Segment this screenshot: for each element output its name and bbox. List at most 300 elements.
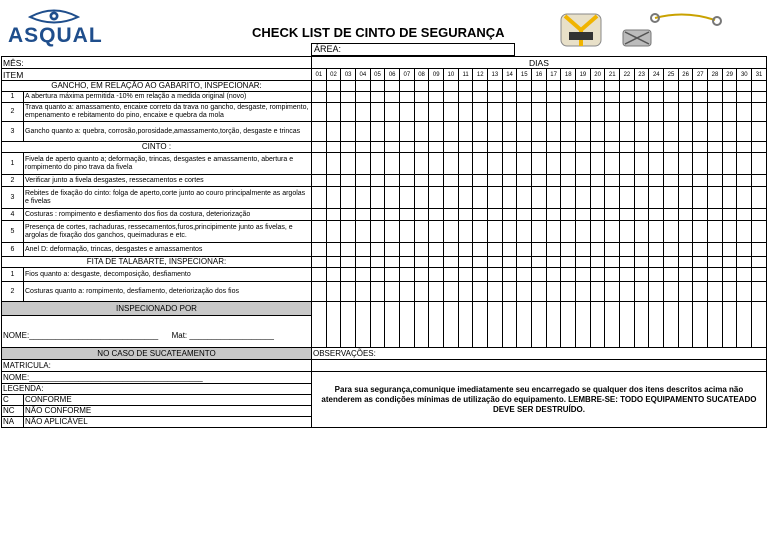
day-check-cell[interactable] — [678, 243, 693, 257]
day-check-cell[interactable] — [517, 92, 532, 103]
day-check-cell[interactable] — [561, 221, 576, 243]
day-check-cell[interactable] — [576, 257, 591, 268]
day-check-cell[interactable] — [605, 92, 620, 103]
day-check-cell[interactable] — [737, 282, 752, 302]
day-check-cell[interactable] — [312, 243, 327, 257]
day-check-cell[interactable] — [312, 221, 327, 243]
day-check-cell[interactable] — [649, 81, 664, 92]
day-check-cell[interactable] — [429, 221, 444, 243]
day-check-cell[interactable] — [678, 81, 693, 92]
day-check-cell[interactable] — [634, 209, 649, 221]
day-check-cell[interactable] — [326, 243, 341, 257]
day-check-cell[interactable] — [678, 187, 693, 209]
day-check-cell[interactable] — [458, 243, 473, 257]
day-check-cell[interactable] — [620, 175, 635, 187]
day-check-cell[interactable] — [532, 221, 547, 243]
day-check-cell[interactable] — [326, 221, 341, 243]
day-check-cell[interactable] — [752, 187, 767, 209]
day-check-cell[interactable] — [708, 268, 723, 282]
day-check-cell[interactable] — [400, 187, 415, 209]
day-check-cell[interactable] — [590, 81, 605, 92]
inspector-signature-cell[interactable] — [326, 302, 341, 348]
day-check-cell[interactable] — [708, 175, 723, 187]
day-check-cell[interactable] — [458, 268, 473, 282]
inspector-signature-cell[interactable] — [576, 302, 591, 348]
day-check-cell[interactable] — [341, 187, 356, 209]
day-check-cell[interactable] — [326, 257, 341, 268]
day-check-cell[interactable] — [737, 92, 752, 103]
day-check-cell[interactable] — [473, 209, 488, 221]
day-check-cell[interactable] — [385, 81, 400, 92]
day-check-cell[interactable] — [693, 221, 708, 243]
day-check-cell[interactable] — [429, 122, 444, 142]
day-check-cell[interactable] — [620, 282, 635, 302]
day-check-cell[interactable] — [385, 268, 400, 282]
day-check-cell[interactable] — [546, 187, 561, 209]
day-check-cell[interactable] — [708, 153, 723, 175]
day-check-cell[interactable] — [473, 257, 488, 268]
day-check-cell[interactable] — [561, 142, 576, 153]
day-check-cell[interactable] — [722, 268, 737, 282]
day-check-cell[interactable] — [356, 209, 371, 221]
day-check-cell[interactable] — [473, 221, 488, 243]
inspector-signature-cell[interactable] — [752, 302, 767, 348]
day-check-cell[interactable] — [326, 187, 341, 209]
inspector-signature-cell[interactable] — [356, 302, 371, 348]
day-check-cell[interactable] — [576, 282, 591, 302]
day-check-cell[interactable] — [341, 257, 356, 268]
day-check-cell[interactable] — [532, 92, 547, 103]
day-check-cell[interactable] — [693, 209, 708, 221]
day-check-cell[interactable] — [722, 243, 737, 257]
day-check-cell[interactable] — [634, 257, 649, 268]
day-check-cell[interactable] — [722, 257, 737, 268]
day-check-cell[interactable] — [414, 122, 429, 142]
sucateamento-name-field[interactable]: NOME:_______________________________________ — [2, 372, 312, 384]
day-check-cell[interactable] — [385, 282, 400, 302]
day-check-cell[interactable] — [370, 81, 385, 92]
inspector-signature-cell[interactable] — [546, 302, 561, 348]
day-check-cell[interactable] — [693, 142, 708, 153]
day-check-cell[interactable] — [400, 282, 415, 302]
day-check-cell[interactable] — [400, 257, 415, 268]
day-check-cell[interactable] — [326, 153, 341, 175]
day-check-cell[interactable] — [400, 268, 415, 282]
day-check-cell[interactable] — [649, 187, 664, 209]
day-check-cell[interactable] — [370, 153, 385, 175]
day-check-cell[interactable] — [502, 243, 517, 257]
day-check-cell[interactable] — [576, 221, 591, 243]
day-check-cell[interactable] — [605, 257, 620, 268]
day-check-cell[interactable] — [664, 122, 679, 142]
day-check-cell[interactable] — [414, 257, 429, 268]
day-check-cell[interactable] — [737, 209, 752, 221]
day-check-cell[interactable] — [488, 103, 503, 122]
day-check-cell[interactable] — [400, 92, 415, 103]
day-check-cell[interactable] — [370, 243, 385, 257]
day-check-cell[interactable] — [605, 187, 620, 209]
day-check-cell[interactable] — [532, 142, 547, 153]
day-check-cell[interactable] — [561, 81, 576, 92]
inspector-signature-cell[interactable] — [722, 302, 737, 348]
day-check-cell[interactable] — [752, 243, 767, 257]
day-check-cell[interactable] — [312, 257, 327, 268]
day-check-cell[interactable] — [517, 209, 532, 221]
day-check-cell[interactable] — [517, 175, 532, 187]
day-check-cell[interactable] — [678, 209, 693, 221]
day-check-cell[interactable] — [664, 81, 679, 92]
inspector-name-field[interactable]: NOME:_____________________________ — [3, 330, 159, 340]
day-check-cell[interactable] — [517, 142, 532, 153]
day-check-cell[interactable] — [664, 221, 679, 243]
day-check-cell[interactable] — [752, 175, 767, 187]
day-check-cell[interactable] — [722, 142, 737, 153]
day-check-cell[interactable] — [400, 243, 415, 257]
day-check-cell[interactable] — [488, 243, 503, 257]
day-check-cell[interactable] — [678, 257, 693, 268]
day-check-cell[interactable] — [312, 122, 327, 142]
day-check-cell[interactable] — [488, 268, 503, 282]
day-check-cell[interactable] — [546, 103, 561, 122]
day-check-cell[interactable] — [517, 81, 532, 92]
day-check-cell[interactable] — [752, 268, 767, 282]
day-check-cell[interactable] — [414, 243, 429, 257]
day-check-cell[interactable] — [634, 221, 649, 243]
day-check-cell[interactable] — [737, 103, 752, 122]
day-check-cell[interactable] — [502, 175, 517, 187]
inspector-signature-cell[interactable] — [458, 302, 473, 348]
day-check-cell[interactable] — [444, 81, 459, 92]
day-check-cell[interactable] — [752, 142, 767, 153]
day-check-cell[interactable] — [488, 257, 503, 268]
day-check-cell[interactable] — [620, 257, 635, 268]
day-check-cell[interactable] — [341, 209, 356, 221]
day-check-cell[interactable] — [605, 243, 620, 257]
day-check-cell[interactable] — [605, 209, 620, 221]
day-check-cell[interactable] — [400, 81, 415, 92]
day-check-cell[interactable] — [664, 282, 679, 302]
day-check-cell[interactable] — [649, 243, 664, 257]
day-check-cell[interactable] — [708, 221, 723, 243]
observacoes-line[interactable] — [312, 360, 767, 372]
day-check-cell[interactable] — [356, 257, 371, 268]
day-check-cell[interactable] — [517, 187, 532, 209]
day-check-cell[interactable] — [634, 153, 649, 175]
day-check-cell[interactable] — [370, 103, 385, 122]
day-check-cell[interactable] — [590, 221, 605, 243]
day-check-cell[interactable] — [326, 268, 341, 282]
day-check-cell[interactable] — [605, 142, 620, 153]
inspector-signature-cell[interactable] — [708, 302, 723, 348]
day-check-cell[interactable] — [678, 175, 693, 187]
day-check-cell[interactable] — [546, 153, 561, 175]
day-check-cell[interactable] — [752, 153, 767, 175]
day-check-cell[interactable] — [356, 175, 371, 187]
day-check-cell[interactable] — [356, 92, 371, 103]
day-check-cell[interactable] — [385, 243, 400, 257]
day-check-cell[interactable] — [356, 221, 371, 243]
day-check-cell[interactable] — [356, 268, 371, 282]
day-check-cell[interactable] — [532, 175, 547, 187]
day-check-cell[interactable] — [605, 122, 620, 142]
day-check-cell[interactable] — [385, 257, 400, 268]
day-check-cell[interactable] — [722, 209, 737, 221]
inspector-signature-cell[interactable] — [590, 302, 605, 348]
day-check-cell[interactable] — [429, 282, 444, 302]
day-check-cell[interactable] — [414, 142, 429, 153]
day-check-cell[interactable] — [576, 175, 591, 187]
day-check-cell[interactable] — [532, 257, 547, 268]
day-check-cell[interactable] — [473, 81, 488, 92]
day-check-cell[interactable] — [517, 221, 532, 243]
day-check-cell[interactable] — [312, 268, 327, 282]
day-check-cell[interactable] — [605, 268, 620, 282]
day-check-cell[interactable] — [576, 103, 591, 122]
day-check-cell[interactable] — [385, 209, 400, 221]
day-check-cell[interactable] — [561, 243, 576, 257]
day-check-cell[interactable] — [752, 122, 767, 142]
day-check-cell[interactable] — [488, 187, 503, 209]
day-check-cell[interactable] — [737, 268, 752, 282]
day-check-cell[interactable] — [326, 92, 341, 103]
day-check-cell[interactable] — [473, 142, 488, 153]
day-check-cell[interactable] — [341, 268, 356, 282]
day-check-cell[interactable] — [517, 103, 532, 122]
day-check-cell[interactable] — [561, 209, 576, 221]
day-check-cell[interactable] — [620, 221, 635, 243]
day-check-cell[interactable] — [678, 221, 693, 243]
day-check-cell[interactable] — [576, 243, 591, 257]
day-check-cell[interactable] — [385, 187, 400, 209]
day-check-cell[interactable] — [502, 187, 517, 209]
day-check-cell[interactable] — [385, 175, 400, 187]
inspector-signature-cell[interactable] — [620, 302, 635, 348]
day-check-cell[interactable] — [488, 209, 503, 221]
day-check-cell[interactable] — [664, 209, 679, 221]
day-check-cell[interactable] — [649, 221, 664, 243]
day-check-cell[interactable] — [737, 221, 752, 243]
day-check-cell[interactable] — [517, 257, 532, 268]
day-check-cell[interactable] — [546, 142, 561, 153]
day-check-cell[interactable] — [620, 92, 635, 103]
day-check-cell[interactable] — [605, 221, 620, 243]
day-check-cell[interactable] — [385, 221, 400, 243]
day-check-cell[interactable] — [502, 122, 517, 142]
day-check-cell[interactable] — [634, 175, 649, 187]
day-check-cell[interactable] — [561, 122, 576, 142]
day-check-cell[interactable] — [414, 81, 429, 92]
day-check-cell[interactable] — [370, 122, 385, 142]
day-check-cell[interactable] — [488, 81, 503, 92]
day-check-cell[interactable] — [414, 153, 429, 175]
day-check-cell[interactable] — [532, 187, 547, 209]
day-check-cell[interactable] — [341, 103, 356, 122]
day-check-cell[interactable] — [546, 92, 561, 103]
day-check-cell[interactable] — [561, 175, 576, 187]
day-check-cell[interactable] — [737, 81, 752, 92]
day-check-cell[interactable] — [400, 153, 415, 175]
day-check-cell[interactable] — [693, 187, 708, 209]
inspector-signature-cell[interactable] — [634, 302, 649, 348]
day-check-cell[interactable] — [502, 209, 517, 221]
day-check-cell[interactable] — [620, 122, 635, 142]
day-check-cell[interactable] — [693, 103, 708, 122]
day-check-cell[interactable] — [517, 153, 532, 175]
day-check-cell[interactable] — [473, 153, 488, 175]
day-check-cell[interactable] — [532, 209, 547, 221]
day-check-cell[interactable] — [385, 103, 400, 122]
day-check-cell[interactable] — [429, 153, 444, 175]
day-check-cell[interactable] — [370, 257, 385, 268]
inspector-signature-cell[interactable] — [561, 302, 576, 348]
day-check-cell[interactable] — [341, 142, 356, 153]
day-check-cell[interactable] — [722, 187, 737, 209]
day-check-cell[interactable] — [590, 122, 605, 142]
day-check-cell[interactable] — [752, 257, 767, 268]
day-check-cell[interactable] — [561, 282, 576, 302]
inspector-mat-field[interactable]: Mat: ___________________ — [171, 330, 274, 340]
day-check-cell[interactable] — [590, 92, 605, 103]
inspector-signature-cell[interactable] — [649, 302, 664, 348]
day-check-cell[interactable] — [722, 122, 737, 142]
day-check-cell[interactable] — [356, 187, 371, 209]
day-check-cell[interactable] — [546, 221, 561, 243]
day-check-cell[interactable] — [664, 153, 679, 175]
day-check-cell[interactable] — [385, 92, 400, 103]
day-check-cell[interactable] — [737, 153, 752, 175]
day-check-cell[interactable] — [620, 243, 635, 257]
day-check-cell[interactable] — [634, 282, 649, 302]
day-check-cell[interactable] — [341, 153, 356, 175]
day-check-cell[interactable] — [356, 243, 371, 257]
day-check-cell[interactable] — [312, 103, 327, 122]
inspector-signature-cell[interactable] — [414, 302, 429, 348]
day-check-cell[interactable] — [473, 103, 488, 122]
area-field[interactable]: ÁREA: — [311, 43, 515, 56]
day-check-cell[interactable] — [370, 268, 385, 282]
day-check-cell[interactable] — [429, 187, 444, 209]
inspector-signature-cell[interactable] — [693, 302, 708, 348]
day-check-cell[interactable] — [708, 142, 723, 153]
inspector-signature-cell[interactable] — [605, 302, 620, 348]
day-check-cell[interactable] — [664, 142, 679, 153]
day-check-cell[interactable] — [693, 92, 708, 103]
day-check-cell[interactable] — [458, 257, 473, 268]
day-check-cell[interactable] — [561, 268, 576, 282]
day-check-cell[interactable] — [458, 142, 473, 153]
inspector-signature-cell[interactable] — [400, 302, 415, 348]
day-check-cell[interactable] — [752, 221, 767, 243]
day-check-cell[interactable] — [722, 92, 737, 103]
day-check-cell[interactable] — [385, 153, 400, 175]
day-check-cell[interactable] — [517, 122, 532, 142]
day-check-cell[interactable] — [400, 221, 415, 243]
day-check-cell[interactable] — [546, 175, 561, 187]
day-check-cell[interactable] — [414, 175, 429, 187]
day-check-cell[interactable] — [708, 103, 723, 122]
day-check-cell[interactable] — [649, 175, 664, 187]
day-check-cell[interactable] — [502, 81, 517, 92]
day-check-cell[interactable] — [590, 187, 605, 209]
day-check-cell[interactable] — [488, 282, 503, 302]
day-check-cell[interactable] — [429, 257, 444, 268]
day-check-cell[interactable] — [356, 81, 371, 92]
day-check-cell[interactable] — [312, 209, 327, 221]
day-check-cell[interactable] — [620, 187, 635, 209]
day-check-cell[interactable] — [693, 81, 708, 92]
day-check-cell[interactable] — [737, 187, 752, 209]
day-check-cell[interactable] — [312, 175, 327, 187]
day-check-cell[interactable] — [458, 187, 473, 209]
day-check-cell[interactable] — [312, 282, 327, 302]
day-check-cell[interactable] — [502, 153, 517, 175]
day-check-cell[interactable] — [400, 142, 415, 153]
day-check-cell[interactable] — [414, 103, 429, 122]
day-check-cell[interactable] — [444, 268, 459, 282]
day-check-cell[interactable] — [356, 103, 371, 122]
day-check-cell[interactable] — [678, 103, 693, 122]
day-check-cell[interactable] — [444, 92, 459, 103]
day-check-cell[interactable] — [473, 122, 488, 142]
day-check-cell[interactable] — [341, 81, 356, 92]
day-check-cell[interactable] — [634, 81, 649, 92]
day-check-cell[interactable] — [370, 187, 385, 209]
day-check-cell[interactable] — [312, 81, 327, 92]
day-check-cell[interactable] — [546, 257, 561, 268]
day-check-cell[interactable] — [561, 257, 576, 268]
day-check-cell[interactable] — [708, 282, 723, 302]
day-check-cell[interactable] — [561, 103, 576, 122]
day-check-cell[interactable] — [356, 122, 371, 142]
day-check-cell[interactable] — [532, 81, 547, 92]
day-check-cell[interactable] — [341, 221, 356, 243]
day-check-cell[interactable] — [752, 81, 767, 92]
day-check-cell[interactable] — [737, 122, 752, 142]
day-check-cell[interactable] — [341, 92, 356, 103]
day-check-cell[interactable] — [429, 175, 444, 187]
day-check-cell[interactable] — [444, 282, 459, 302]
day-check-cell[interactable] — [370, 221, 385, 243]
day-check-cell[interactable] — [649, 122, 664, 142]
day-check-cell[interactable] — [444, 175, 459, 187]
day-check-cell[interactable] — [620, 81, 635, 92]
day-check-cell[interactable] — [649, 209, 664, 221]
day-check-cell[interactable] — [458, 103, 473, 122]
day-check-cell[interactable] — [752, 103, 767, 122]
day-check-cell[interactable] — [312, 187, 327, 209]
day-check-cell[interactable] — [708, 122, 723, 142]
day-check-cell[interactable] — [590, 142, 605, 153]
inspector-signature-cell[interactable] — [370, 302, 385, 348]
day-check-cell[interactable] — [576, 209, 591, 221]
day-check-cell[interactable] — [356, 153, 371, 175]
day-check-cell[interactable] — [356, 282, 371, 302]
day-check-cell[interactable] — [708, 243, 723, 257]
day-check-cell[interactable] — [634, 142, 649, 153]
day-check-cell[interactable] — [664, 257, 679, 268]
day-check-cell[interactable] — [605, 103, 620, 122]
day-check-cell[interactable] — [370, 209, 385, 221]
day-check-cell[interactable] — [312, 92, 327, 103]
day-check-cell[interactable] — [590, 268, 605, 282]
day-check-cell[interactable] — [737, 142, 752, 153]
day-check-cell[interactable] — [532, 153, 547, 175]
day-check-cell[interactable] — [722, 81, 737, 92]
day-check-cell[interactable] — [752, 282, 767, 302]
day-check-cell[interactable] — [502, 282, 517, 302]
day-check-cell[interactable] — [502, 257, 517, 268]
day-check-cell[interactable] — [634, 187, 649, 209]
